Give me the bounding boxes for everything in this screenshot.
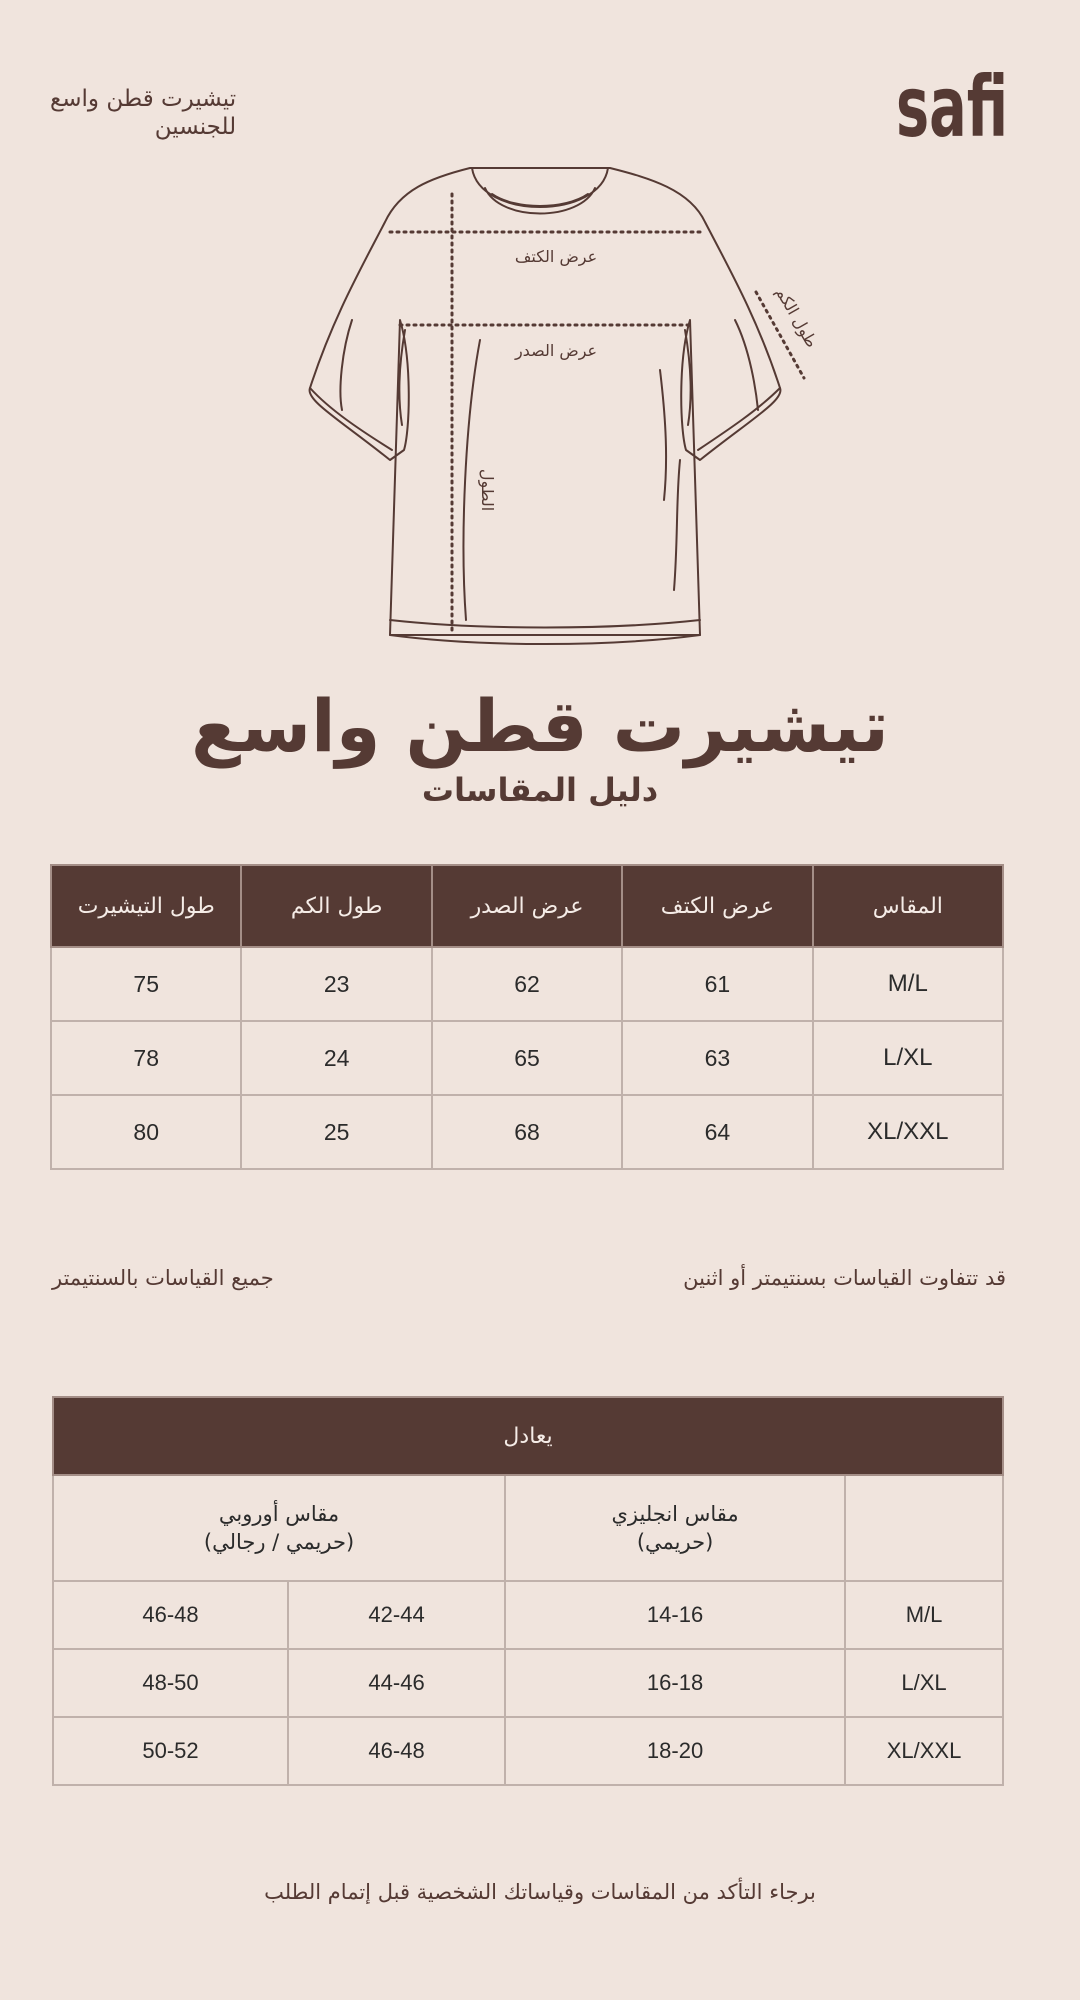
table-cell: 46-48 xyxy=(53,1581,288,1649)
equivalence-label-row xyxy=(53,1475,1003,1581)
uk-size-label-line1: مقاس انجليزي xyxy=(611,1502,739,1526)
shoulder-width-label: عرض الكتف xyxy=(514,247,598,266)
table-cell: 50-52 xyxy=(53,1717,288,1785)
eu-size-label-line2: (حريمي / رجالي) xyxy=(203,1530,355,1554)
table-cell: 64 xyxy=(622,1095,812,1169)
tshirt-diagram xyxy=(280,160,840,650)
header-tshirt-length: طول التيشيرت xyxy=(51,865,241,947)
svg-text:safi: safi xyxy=(896,58,1008,156)
uk-size-label xyxy=(505,1475,845,1581)
units-note: جميع القياسات بالسنتيمتر xyxy=(52,1266,274,1290)
table-cell: 75 xyxy=(51,947,241,1021)
table-cell: 16-18 xyxy=(505,1649,845,1717)
table-cell: XL/XXL xyxy=(813,1095,1003,1169)
table-cell: 63 xyxy=(622,1021,812,1095)
table-cell: 44-46 xyxy=(288,1649,505,1717)
table-row xyxy=(51,947,1003,1021)
table-cell: L/XL xyxy=(813,1021,1003,1095)
length-label: الطول xyxy=(478,468,497,512)
table-cell: 78 xyxy=(51,1021,241,1095)
table-cell: 25 xyxy=(241,1095,431,1169)
footer-note: برجاء التأكد من المقاسات وقياساتك الشخصية قبل إتمام الطلب xyxy=(264,1880,816,1904)
table-cell: 46-48 xyxy=(288,1717,505,1785)
table-cell: 24 xyxy=(241,1021,431,1095)
uk-size-label-line2: (حريمي) xyxy=(636,1530,714,1554)
empty-label-cell xyxy=(845,1475,1003,1581)
table-row xyxy=(51,1095,1003,1169)
table-cell: 48-50 xyxy=(53,1649,288,1717)
table-row xyxy=(53,1717,1003,1785)
page-subtitle: دليل المقاسات xyxy=(421,771,659,809)
equivalence-header-row xyxy=(53,1397,1003,1475)
product-note-line1: تيشيرت قطن واسع xyxy=(50,86,237,112)
header-chest-width: عرض الصدر xyxy=(432,865,622,947)
table-cell: M/L xyxy=(845,1581,1003,1649)
page-title: تيشيرت قطن واسع xyxy=(191,684,889,768)
sleeve-length-label: طول الكم xyxy=(771,283,822,351)
header-sleeve-length: طول الكم xyxy=(241,865,431,947)
header-size: المقاس xyxy=(813,865,1003,947)
product-note xyxy=(50,85,236,141)
product-note-line2: للجنسين xyxy=(154,114,237,140)
header-shoulder-width: عرض الكتف xyxy=(622,865,812,947)
tshirt-outline xyxy=(310,168,781,635)
table-row xyxy=(51,1021,1003,1095)
table-cell: 61 xyxy=(622,947,812,1021)
table-cell: XL/XXL xyxy=(845,1717,1003,1785)
table-cell: L/XL xyxy=(845,1649,1003,1717)
size-chart-table xyxy=(50,864,1004,1170)
table-cell: 68 xyxy=(432,1095,622,1169)
eu-size-label xyxy=(53,1475,505,1581)
size-chart-header-row xyxy=(51,865,1003,947)
table-cell: 65 xyxy=(432,1021,622,1095)
table-row xyxy=(53,1581,1003,1649)
table-cell: 62 xyxy=(432,947,622,1021)
tshirt-collar xyxy=(472,168,608,207)
table-cell: 80 xyxy=(51,1095,241,1169)
table-cell: 23 xyxy=(241,947,431,1021)
table-row xyxy=(53,1649,1003,1717)
safi-logo xyxy=(896,54,1008,156)
size-equivalence-table xyxy=(52,1396,1004,1786)
eu-size-label-line1: مقاس أوروبي xyxy=(218,1502,340,1526)
equivalence-header: يعادل xyxy=(53,1397,1003,1475)
chest-width-label: عرض الصدر xyxy=(514,341,598,360)
table-cell: 42-44 xyxy=(288,1581,505,1649)
table-cell: M/L xyxy=(813,947,1003,1021)
table-cell: 14-16 xyxy=(505,1581,845,1649)
table-cell: 18-20 xyxy=(505,1717,845,1785)
variance-note: قد تتفاوت القياسات بسنتيمتر أو اثنين xyxy=(683,1266,1006,1290)
